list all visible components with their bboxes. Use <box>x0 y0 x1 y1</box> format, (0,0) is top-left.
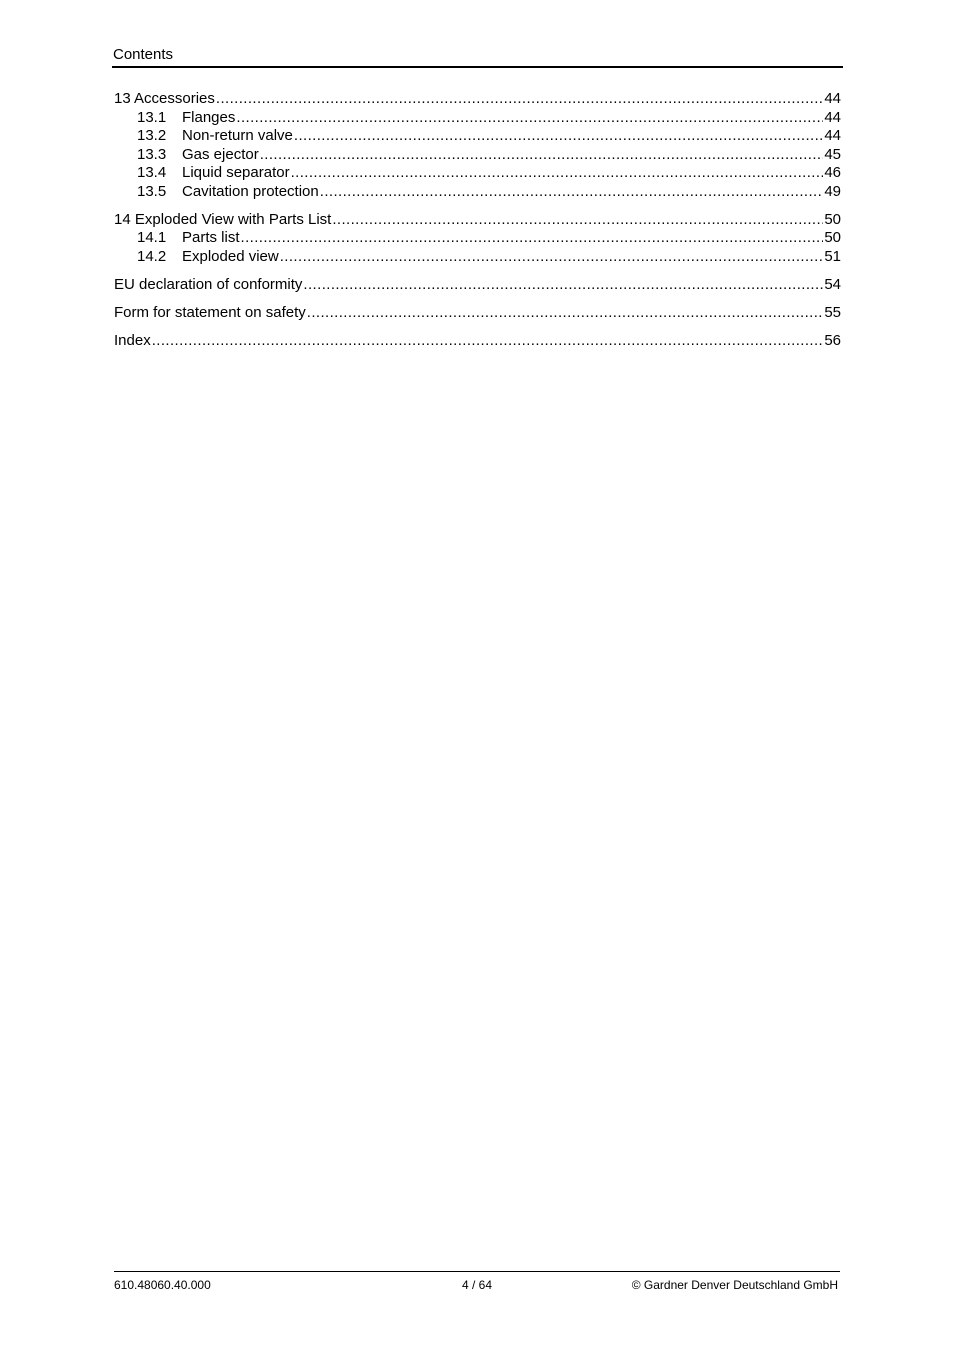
toc-entry-safety-form[interactable] <box>114 304 841 323</box>
toc-page-number: 46 <box>824 164 841 181</box>
toc-entry-title: Cavitation protection <box>182 182 319 200</box>
toc-entry-13-2[interactable] <box>114 127 841 146</box>
toc-section-number: 14.1 <box>137 229 167 246</box>
toc-page-number: 45 <box>824 145 841 163</box>
toc-entry-title: Parts list <box>182 229 240 246</box>
toc-page-number: 55 <box>824 303 841 321</box>
toc-group-accessories <box>114 90 841 201</box>
toc-entry-13-4[interactable] <box>114 164 841 183</box>
toc-dot-leader <box>260 146 824 165</box>
toc-entry-14[interactable] <box>114 211 841 230</box>
toc-section-number: 13.3 <box>137 145 167 163</box>
toc-entry-14-2[interactable] <box>114 248 841 267</box>
toc-page-number: 50 <box>824 229 841 246</box>
toc-dot-leader <box>294 127 823 146</box>
toc-entry-title: Form for statement on safety <box>114 303 306 321</box>
document-number: 610.48060.40.000 <box>114 1278 211 1292</box>
toc-dot-leader <box>280 248 824 267</box>
page-footer <box>114 1271 840 1296</box>
toc-page-number: 49 <box>824 182 841 200</box>
toc-page-number: 44 <box>824 127 841 144</box>
toc-entry-title: 14 Exploded View with Parts List <box>114 210 332 228</box>
toc-group-exploded-view <box>114 211 841 267</box>
toc-page-number: 44 <box>824 90 841 107</box>
toc-entry-title: Exploded view <box>182 247 279 265</box>
toc-section-number: 13.5 <box>137 182 167 200</box>
toc-page-number: 56 <box>824 331 841 349</box>
page-indicator: 4 / 64 <box>461 1278 493 1292</box>
toc-entry-title: Gas ejector <box>182 145 259 163</box>
toc-entry-index[interactable] <box>114 332 841 351</box>
table-of-contents <box>114 90 841 360</box>
toc-entry-13-3[interactable] <box>114 146 841 165</box>
toc-dot-leader <box>152 332 824 351</box>
copyright-notice: © Gardner Denver Deutschland GmbH <box>631 1278 838 1292</box>
toc-entry-eu-declaration[interactable] <box>114 276 841 295</box>
toc-dot-leader <box>216 90 823 109</box>
toc-entry-title: Non-return valve <box>182 127 293 144</box>
toc-entry-title: 13 Accessories <box>114 90 215 107</box>
toc-group-index <box>114 332 841 351</box>
toc-entry-title: Liquid separator <box>182 164 290 181</box>
toc-entry-title: Index <box>114 331 151 349</box>
toc-entry-13-5[interactable] <box>114 183 841 202</box>
toc-page-number: 54 <box>824 275 841 293</box>
toc-page-number: 51 <box>824 247 841 265</box>
toc-page-number: 44 <box>824 108 841 126</box>
toc-group-eu-declaration <box>114 276 841 295</box>
toc-entry-title: EU declaration of conformity <box>114 275 303 293</box>
toc-entry-title: Flanges <box>182 108 236 126</box>
toc-entry-14-1[interactable] <box>114 229 841 248</box>
toc-dot-leader <box>241 229 824 248</box>
toc-group-safety-form <box>114 304 841 323</box>
toc-entry-13[interactable] <box>114 90 841 109</box>
toc-section-number: 13.2 <box>137 127 167 144</box>
toc-entry-13-1[interactable] <box>114 109 841 128</box>
toc-dot-leader <box>236 109 823 128</box>
toc-dot-leader <box>303 276 823 295</box>
toc-dot-leader <box>307 304 824 323</box>
toc-page-number: 50 <box>824 210 841 228</box>
header-title: Contents <box>113 46 174 63</box>
page-header <box>112 44 843 68</box>
toc-dot-leader <box>320 183 824 202</box>
toc-dot-leader <box>291 164 824 183</box>
toc-section-number: 13.1 <box>137 108 167 126</box>
toc-section-number: 14.2 <box>137 247 167 265</box>
toc-section-number: 13.4 <box>137 164 167 181</box>
toc-dot-leader <box>332 211 823 230</box>
